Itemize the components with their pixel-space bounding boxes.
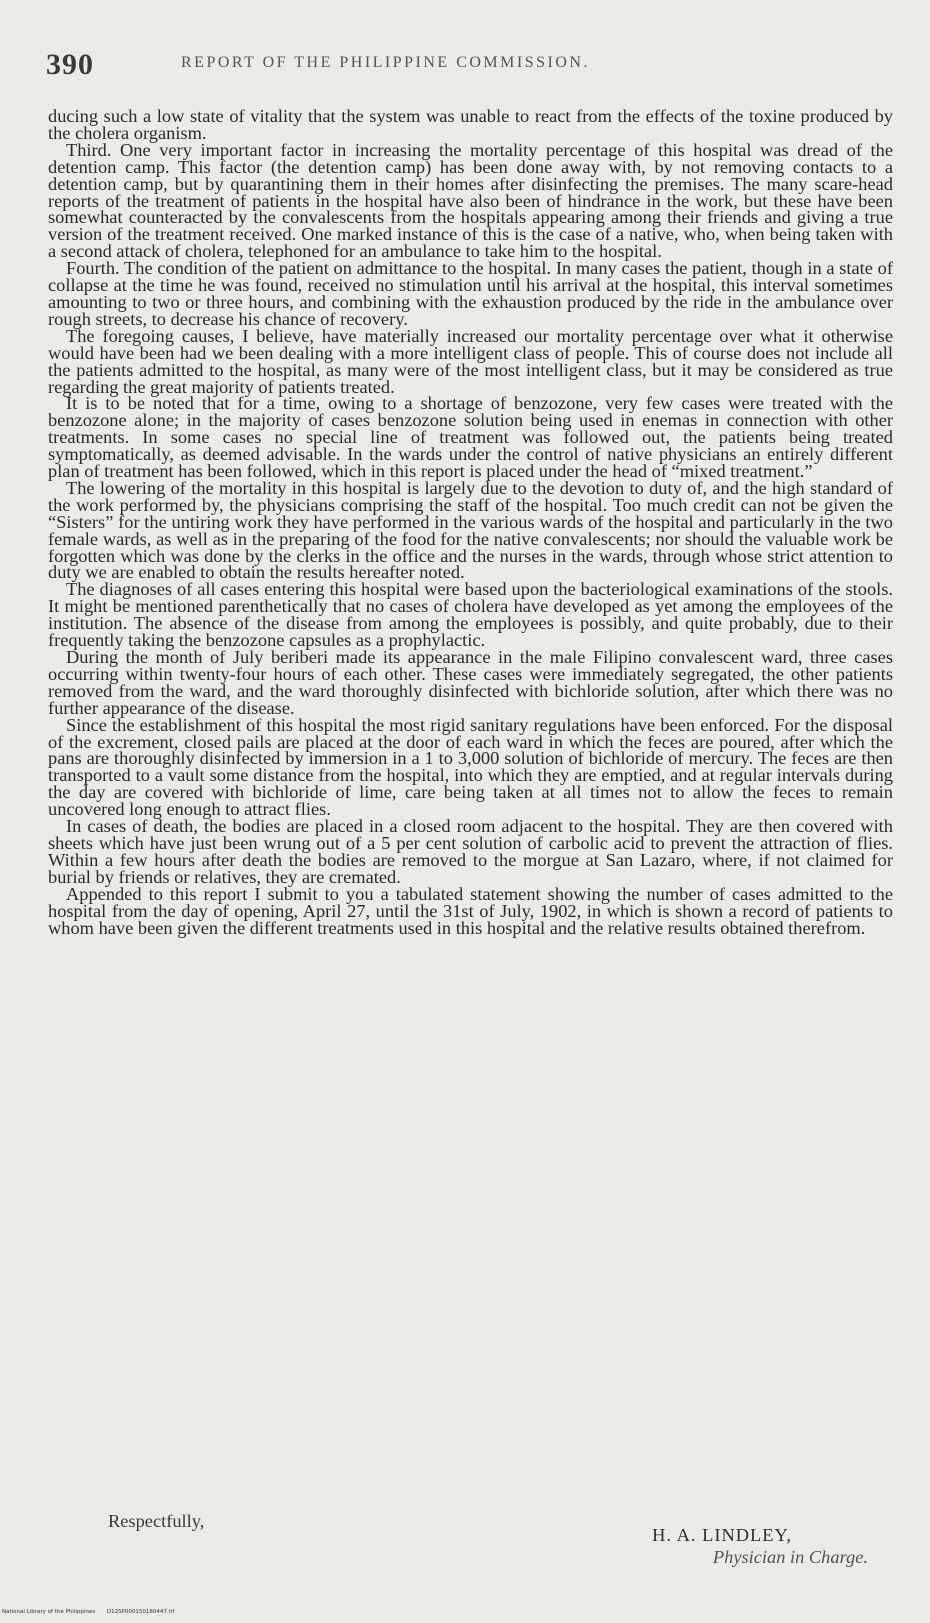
- page-number: 390: [46, 48, 94, 81]
- scan-footer: [2, 1609, 184, 1615]
- closing-salutation: Respectfully,: [108, 1511, 205, 1531]
- paragraph-diagnoses: The diagnoses of all cases entering this hospital were based upon the bacteriological examinations of the stools. It might be mentioned parenthetically that no cases of cholera have developed as yet among the employees of the institution. The absence of the disease from among the employees is possibly, and quite probably, due to their frequently taking the benzozone capsules as a prophylactic.: [48, 579, 893, 651]
- page-header: [46, 48, 886, 88]
- paragraph-fourth-factor: Fourth. The condition of the patient on admittance to the hospital. In many cases the patient, though in a state of collapse at the time he was found, received no stimulation until his arrival at the hospital, this interval sometimes amounting to two or three hours, and combining with the exhaustion produced by the ride in the ambulance over rough streets, to decrease his chance of recovery.: [48, 258, 893, 329]
- paragraph-sanitary: Since the establishment of this hospital the most rigid sanitary regulations have been enforced. For the disposal of the excrement, closed pails are placed at the door of each ward in which the feces are poured, after which the pans are thoroughly disinfected by immersion in a 1 to 3,000 solution of bichloride of mercury. The feces are then transported to a vault some distance from the hospital, into which they are emptied, and at regular intervals during the day are covered with bichloride of lime, care being taken at all times not to allow the feces to remain uncovered long enough to attract flies.: [48, 714, 893, 820]
- paragraph-deaths: In cases of death, the bodies are placed in a closed room adjacent to the hospital. They are then covered with sheets which have just been wrung out of a 5 per cent solution of carbolic acid to prevent the attraction of flies. Within a few hours after death the bodies are removed to the morgue at San Lazaro, where, if not claimed for burial by friends or relatives, they are cremated.: [48, 816, 893, 887]
- paragraph-benzozone: It is to be noted that for a time, owing to a shortage of benzozone, very few cases were treated with the benzozone alone; in the majority of cases benzozone solution being used in enemas in connection with other treatments. In some cases no special line of treatment was followed out, the patients being treated symptomatically, as deemed advisable. In the wards under the control of native physicians an entirely different plan of treatment has been followed, which in this report is placed under the head of “mixed treatment.”: [48, 393, 893, 482]
- paragraph-continued: ducing such a low state of vitality that the system was unable to react from the effects of the toxine produced by the cholera organism.: [48, 106, 893, 143]
- paragraph-beriberi: During the month of July beriberi made its appearance in the male Filipino convalescent ward, three cases occurring within twenty-four hours of each other. These cases were immediately segregated, the other patients removed from the ward, and the ward thoroughly disinfected with bichloride solution, after which there was no further appearance of the disease.: [48, 647, 893, 718]
- signature-block: [568, 1525, 868, 1568]
- paragraph-appended: Appended to this report I submit to you a tabulated statement showing the number of cases admitted to the hospital from the day of opening, April 27, until the 31st of July, 1902, in which is shown a record of patients to whom have been given the different treatments used in this hospital and the relative results obtained therefrom.: [48, 883, 893, 938]
- paragraph-foregoing-causes: The foregoing causes, I believe, have materially increased our mortality percentage over what it otherwise would have been had we been dealing with a more intelligent class of people. This of course does not include all the patients admitted to the hospital, as many were of the most intelligent class, but it may be considered as true regarding the great majority of patients treated.: [48, 325, 893, 397]
- paragraph-mortality-lowering: The lowering of the mortality in this hospital is largely due to the devotion to duty of, and the high standard of the work performed by, the physicians comprising the staff of the hospital. Too much credit can not be given the “Sisters” for the untiring work they have performed in the various wards of the hospital and particularly in the two female wards, as well as in the preparing of the food for the native convalescents; nor should the valuable work be forgotten which was done by the clerks in the office and the nurses in the wards, through whose strict attention to duty we are enabled to obtain the results hereafter noted.: [48, 477, 893, 583]
- signature-title: Physician in Charge.: [712, 1547, 868, 1567]
- running-title: REPORT OF THE PHILIPPINE COMMISSION.: [181, 54, 590, 71]
- paragraph-third-factor: Third. One very important factor in increasing the mortality percentage of this hospital was dread of the detention camp. This factor (the detention camp) has been done away with, by not removing contacts to a detention camp, but by quarantining them in their homes after disinfecting the premises. The many scare-head reports of the treatment of patients in the hospital have also been of hindrance in the work, but these have been somewhat counteracted by the convalescents from the hospitals appearing among their friends and giving a true version of the treatment received. One marked instance of this is the case of a native, who, when being taken with a second attack of cholera, telephoned for an ambulance to take him to the hospital.: [48, 139, 893, 262]
- report-body: [48, 108, 893, 936]
- signature-name: H. A. LINDLEY,: [652, 1525, 792, 1545]
- footer-identifier: D12SP000150180447.tif: [106, 1609, 175, 1615]
- footer-library: National Library of the Philippines: [2, 1609, 96, 1615]
